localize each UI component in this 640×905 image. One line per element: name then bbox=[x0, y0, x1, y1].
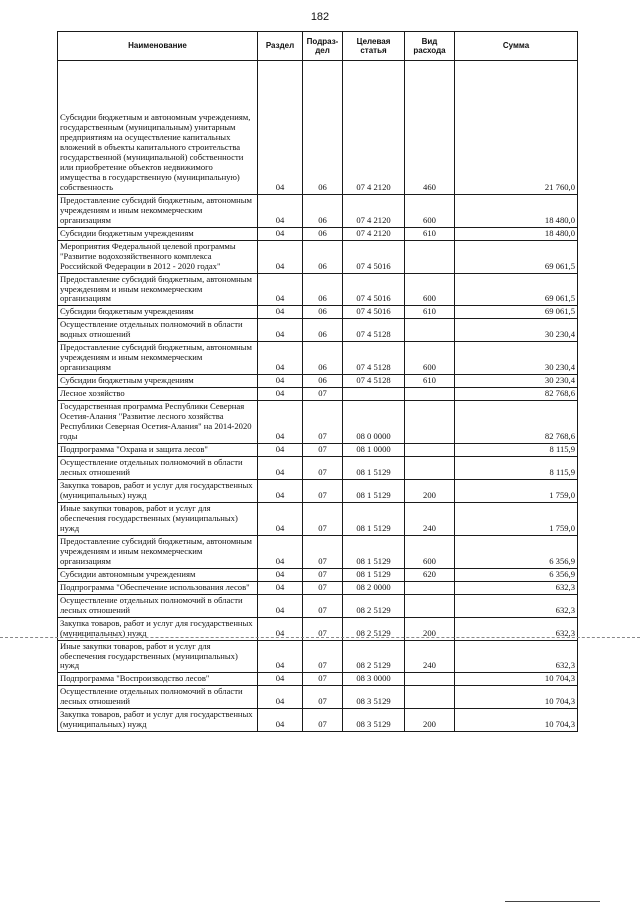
cell-section: 04 bbox=[258, 594, 303, 617]
cell-name: Субсидии бюджетным и автономным учреждениям, государственным (муниципальным) унитарным предприятиям на осуществление капитальных вложений в объекты капитального строительства государственной (муниципальной) собственности или приобретение объектов недвижимого имущества в государственную (муниципальную) собственность bbox=[58, 61, 258, 195]
cell-subsection: 07 bbox=[303, 581, 343, 594]
cell-name: Иные закупки товаров, работ и услуг для обеспечения государственных (муниципальных) нужд bbox=[58, 502, 258, 535]
cell-sum: 632,3 bbox=[455, 617, 578, 640]
cell-section: 04 bbox=[258, 673, 303, 686]
table-row bbox=[58, 686, 578, 709]
cell-sum: 1 759,0 bbox=[455, 479, 578, 502]
cell-name: Иные закупки товаров, работ и услуг для обеспечения государственных (муниципальных) нужд bbox=[58, 640, 258, 673]
cell-target: 07 4 2120 bbox=[343, 227, 405, 240]
cell-section: 04 bbox=[258, 479, 303, 502]
cell-section: 04 bbox=[258, 306, 303, 319]
cell-name: Осуществление отдельных полномочий в области лесных отношений bbox=[58, 686, 258, 709]
cell-subsection: 07 bbox=[303, 594, 343, 617]
cell-name: Предоставление субсидий бюджетным, автономным учреждениям и иным некоммерческим организациям bbox=[58, 535, 258, 568]
budget-table bbox=[57, 31, 578, 732]
cell-target: 07 4 5016 bbox=[343, 273, 405, 306]
cell-type: 610 bbox=[405, 306, 455, 319]
cell-type bbox=[405, 444, 455, 457]
cell-target: 08 1 5129 bbox=[343, 502, 405, 535]
cell-name: Подпрограмма "Обеспечение использования лесов" bbox=[58, 581, 258, 594]
cell-subsection: 06 bbox=[303, 194, 343, 227]
cell-section: 04 bbox=[258, 502, 303, 535]
cell-subsection: 06 bbox=[303, 61, 343, 195]
cell-type: 200 bbox=[405, 617, 455, 640]
cell-target: 08 3 5129 bbox=[343, 686, 405, 709]
table-row bbox=[58, 273, 578, 306]
cell-sum: 18 480,0 bbox=[455, 227, 578, 240]
cell-target: 08 2 5129 bbox=[343, 640, 405, 673]
cell-name: Предоставление субсидий бюджетным, автономным учреждениям и иным некоммерческим организациям bbox=[58, 194, 258, 227]
cell-subsection: 06 bbox=[303, 319, 343, 342]
cell-section: 04 bbox=[258, 194, 303, 227]
cell-subsection: 07 bbox=[303, 479, 343, 502]
table-row bbox=[58, 319, 578, 342]
cell-type: 600 bbox=[405, 535, 455, 568]
cell-target: 08 1 5129 bbox=[343, 457, 405, 480]
cell-type bbox=[405, 581, 455, 594]
table-row bbox=[58, 61, 578, 195]
cell-section: 04 bbox=[258, 535, 303, 568]
cell-sum: 6 356,9 bbox=[455, 535, 578, 568]
cell-type bbox=[405, 319, 455, 342]
scan-artifact-line bbox=[0, 637, 640, 638]
cell-target: 08 3 5129 bbox=[343, 709, 405, 732]
table-row bbox=[58, 640, 578, 673]
cell-name: Субсидии автономным учреждениям bbox=[58, 568, 258, 581]
cell-section: 04 bbox=[258, 375, 303, 388]
cell-sum: 82 768,6 bbox=[455, 401, 578, 444]
table-row bbox=[58, 375, 578, 388]
cell-target: 07 4 5016 bbox=[343, 240, 405, 273]
cell-sum: 69 061,5 bbox=[455, 306, 578, 319]
scan-artifact-line bbox=[505, 901, 600, 902]
cell-name: Подпрограмма "Охрана и защита лесов" bbox=[58, 444, 258, 457]
cell-target bbox=[343, 388, 405, 401]
cell-sum: 632,3 bbox=[455, 581, 578, 594]
cell-sum: 21 760,0 bbox=[455, 61, 578, 195]
cell-section: 04 bbox=[258, 273, 303, 306]
table-row bbox=[58, 535, 578, 568]
table-row bbox=[58, 709, 578, 732]
cell-sum: 10 704,3 bbox=[455, 709, 578, 732]
header-type: Вид расхода bbox=[405, 32, 455, 61]
cell-name: Субсидии бюджетным учреждениям bbox=[58, 375, 258, 388]
cell-section: 04 bbox=[258, 686, 303, 709]
cell-type bbox=[405, 401, 455, 444]
cell-type bbox=[405, 240, 455, 273]
cell-section: 04 bbox=[258, 617, 303, 640]
cell-name: Предоставление субсидий бюджетным, автономным учреждениям и иным некоммерческим организациям bbox=[58, 342, 258, 375]
table-row bbox=[58, 306, 578, 319]
cell-sum: 10 704,3 bbox=[455, 686, 578, 709]
cell-section: 04 bbox=[258, 319, 303, 342]
cell-sum: 30 230,4 bbox=[455, 375, 578, 388]
table-row bbox=[58, 594, 578, 617]
cell-section: 04 bbox=[258, 388, 303, 401]
cell-target: 07 4 5128 bbox=[343, 375, 405, 388]
cell-target: 08 3 0000 bbox=[343, 673, 405, 686]
cell-sum: 69 061,5 bbox=[455, 240, 578, 273]
table-header bbox=[58, 32, 578, 61]
cell-subsection: 07 bbox=[303, 617, 343, 640]
cell-sum: 6 356,9 bbox=[455, 568, 578, 581]
table-row bbox=[58, 227, 578, 240]
cell-name: Осуществление отдельных полномочий в области лесных отношений bbox=[58, 594, 258, 617]
cell-type bbox=[405, 686, 455, 709]
cell-section: 04 bbox=[258, 640, 303, 673]
cell-name: Закупка товаров, работ и услуг для государственных (муниципальных) нужд bbox=[58, 709, 258, 732]
table-row bbox=[58, 194, 578, 227]
cell-target: 07 4 2120 bbox=[343, 61, 405, 195]
cell-sum: 10 704,3 bbox=[455, 673, 578, 686]
cell-sum: 8 115,9 bbox=[455, 444, 578, 457]
cell-target: 07 4 5016 bbox=[343, 306, 405, 319]
cell-name: Субсидии бюджетным учреждениям bbox=[58, 306, 258, 319]
header-name: Наименование bbox=[58, 32, 258, 61]
cell-type bbox=[405, 673, 455, 686]
cell-section: 04 bbox=[258, 709, 303, 732]
cell-subsection: 07 bbox=[303, 640, 343, 673]
table-row bbox=[58, 502, 578, 535]
table-row bbox=[58, 240, 578, 273]
cell-section: 04 bbox=[258, 401, 303, 444]
cell-subsection: 06 bbox=[303, 273, 343, 306]
table-row bbox=[58, 479, 578, 502]
cell-type: 600 bbox=[405, 194, 455, 227]
cell-target: 08 0 0000 bbox=[343, 401, 405, 444]
cell-type: 460 bbox=[405, 61, 455, 195]
cell-sum: 69 061,5 bbox=[455, 273, 578, 306]
cell-sum: 632,3 bbox=[455, 640, 578, 673]
cell-subsection: 07 bbox=[303, 673, 343, 686]
cell-subsection: 07 bbox=[303, 568, 343, 581]
cell-sum: 30 230,4 bbox=[455, 342, 578, 375]
cell-subsection: 06 bbox=[303, 240, 343, 273]
cell-section: 04 bbox=[258, 342, 303, 375]
cell-subsection: 07 bbox=[303, 686, 343, 709]
cell-section: 04 bbox=[258, 240, 303, 273]
cell-sum: 8 115,9 bbox=[455, 457, 578, 480]
cell-target: 07 4 5128 bbox=[343, 342, 405, 375]
table-row bbox=[58, 388, 578, 401]
cell-name: Предоставление субсидий бюджетным, автономным учреждениям и иным некоммерческим организациям bbox=[58, 273, 258, 306]
cell-sum: 30 230,4 bbox=[455, 319, 578, 342]
cell-sum: 1 759,0 bbox=[455, 502, 578, 535]
header-section: Раздел bbox=[258, 32, 303, 61]
cell-type: 200 bbox=[405, 709, 455, 732]
cell-type bbox=[405, 594, 455, 617]
cell-target: 08 2 5129 bbox=[343, 617, 405, 640]
cell-name: Закупка товаров, работ и услуг для государственных (муниципальных) нужд bbox=[58, 617, 258, 640]
cell-subsection: 07 bbox=[303, 444, 343, 457]
cell-name: Подпрограмма "Воспроизводство лесов" bbox=[58, 673, 258, 686]
cell-section: 04 bbox=[258, 581, 303, 594]
cell-subsection: 07 bbox=[303, 457, 343, 480]
cell-name: Мероприятия Федеральной целевой программы "Развитие водохозяйственного комплекса Российской Федерации в 2012 - 2020 годах" bbox=[58, 240, 258, 273]
cell-subsection: 07 bbox=[303, 535, 343, 568]
cell-subsection: 07 bbox=[303, 401, 343, 444]
cell-subsection: 06 bbox=[303, 306, 343, 319]
cell-type: 240 bbox=[405, 640, 455, 673]
cell-name: Лесное хозяйство bbox=[58, 388, 258, 401]
cell-subsection: 07 bbox=[303, 709, 343, 732]
cell-type: 240 bbox=[405, 502, 455, 535]
table-row bbox=[58, 673, 578, 686]
cell-sum: 18 480,0 bbox=[455, 194, 578, 227]
cell-section: 04 bbox=[258, 444, 303, 457]
cell-sum: 82 768,6 bbox=[455, 388, 578, 401]
cell-sum: 632,3 bbox=[455, 594, 578, 617]
header-target: Целевая статья bbox=[343, 32, 405, 61]
cell-type: 600 bbox=[405, 342, 455, 375]
cell-target: 08 2 5129 bbox=[343, 594, 405, 617]
cell-target: 07 4 2120 bbox=[343, 194, 405, 227]
cell-name: Осуществление отдельных полномочий в области водных отношений bbox=[58, 319, 258, 342]
table-row bbox=[58, 342, 578, 375]
cell-target: 08 1 5129 bbox=[343, 535, 405, 568]
cell-type: 610 bbox=[405, 227, 455, 240]
cell-name: Субсидии бюджетным учреждениям bbox=[58, 227, 258, 240]
table-row bbox=[58, 444, 578, 457]
cell-section: 04 bbox=[258, 227, 303, 240]
cell-name: Государственная программа Республики Северная Осетия-Алания "Развитие лесного хозяйства Республики Северная Осетия-Алания" на 2014-2020 годы bbox=[58, 401, 258, 444]
cell-type: 600 bbox=[405, 273, 455, 306]
header-subsection: Подраз- дел bbox=[303, 32, 343, 61]
cell-subsection: 06 bbox=[303, 227, 343, 240]
cell-section: 04 bbox=[258, 457, 303, 480]
cell-subsection: 06 bbox=[303, 375, 343, 388]
cell-target: 08 2 0000 bbox=[343, 581, 405, 594]
cell-subsection: 07 bbox=[303, 502, 343, 535]
cell-type bbox=[405, 457, 455, 480]
header-sum: Сумма bbox=[455, 32, 578, 61]
cell-target: 08 1 5129 bbox=[343, 568, 405, 581]
cell-type: 610 bbox=[405, 375, 455, 388]
cell-section: 04 bbox=[258, 61, 303, 195]
cell-section: 04 bbox=[258, 568, 303, 581]
cell-type bbox=[405, 388, 455, 401]
cell-name: Осуществление отдельных полномочий в области лесных отношений bbox=[58, 457, 258, 480]
cell-subsection: 06 bbox=[303, 342, 343, 375]
cell-target: 07 4 5128 bbox=[343, 319, 405, 342]
cell-name: Закупка товаров, работ и услуг для государственных (муниципальных) нужд bbox=[58, 479, 258, 502]
cell-subsection: 07 bbox=[303, 388, 343, 401]
cell-type: 200 bbox=[405, 479, 455, 502]
table-row bbox=[58, 568, 578, 581]
cell-type: 620 bbox=[405, 568, 455, 581]
cell-target: 08 1 0000 bbox=[343, 444, 405, 457]
page-number: 182 bbox=[310, 11, 330, 23]
table-row bbox=[58, 457, 578, 480]
cell-target: 08 1 5129 bbox=[343, 479, 405, 502]
table-row bbox=[58, 581, 578, 594]
table-row bbox=[58, 401, 578, 444]
